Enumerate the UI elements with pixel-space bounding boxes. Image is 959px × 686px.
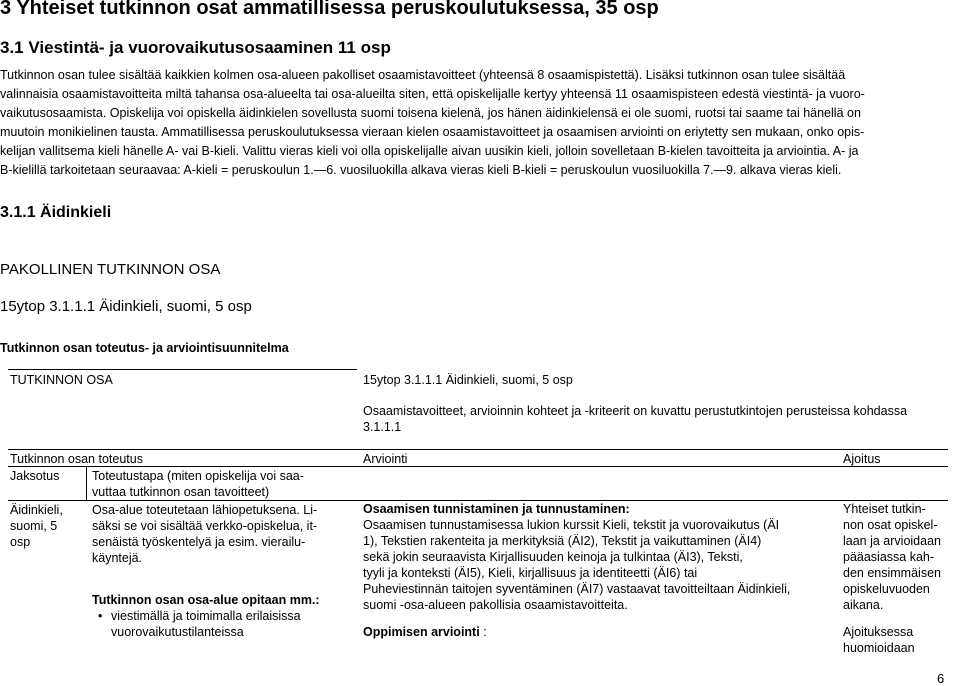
col-toteutus: Tutkinnon osan toteutus	[10, 452, 143, 466]
table-rule	[8, 369, 357, 370]
intro-line: muutoin monikielinen tausta. Ammatillisessa peruskoulutuksessa vieraan kielen osaamistavoitteet ja osaamisen arviointi on eriytetty sen mukaan, onko opis-	[0, 125, 865, 139]
intro-paragraph	[0, 66, 948, 180]
intro-line: B-kielillä tarkoitetaan seuraavaa: A-kieli = peruskoulun 1.—6. vuosiluokilla alkava vieras kieli B-kieli = peruskoulun vuosiluokilla 7.—9. alkava vieras kieli.	[0, 163, 842, 177]
oppimisen-label: Oppimisen arviointi	[363, 625, 480, 639]
mandatory-label: PAKOLLINEN TUTKINNON OSA	[0, 261, 221, 278]
ajoitus-line: aikana.	[843, 598, 884, 612]
goals-line: Osaamistavoitteet, arvioinnin kohteet ja -kriteerit on kuvattu perustutkintojen perusteissa kohdassa	[363, 404, 908, 418]
table-rule	[8, 466, 948, 467]
goals-line: 3.1.1.1	[363, 420, 402, 434]
table-rule	[8, 449, 948, 450]
table-rule	[86, 466, 87, 500]
arviointi-line: tyyli ja konteksti (ÄI5), Kieli, kirjallisuus ja identiteetti (ÄI6) tai	[363, 566, 698, 580]
arviointi-line: suomi -osa-alueen pakollisia osaamistavoitteita.	[363, 598, 628, 612]
page-number: 6	[937, 671, 945, 686]
intro-line: vaikutusosaamista. Opiskelija voi opiskella äidinkielen sovellusta suomi toisena kielenä, jos hänen äidinkielensä ei ole suomi, ruotsi tai saame tai hänellä on	[0, 106, 861, 120]
toteutustapa-line: senäistä työskentelyä ja esim. vierailu-	[92, 535, 306, 549]
ajoitus-line: non osat opiskel-	[843, 518, 938, 532]
ajoitus-line: huomioidaan	[843, 641, 915, 655]
unit-title-cell: 15ytop 3.1.1.1 Äidinkieli, suomi, 5 osp	[363, 373, 573, 387]
intro-line: valinnaisia osaamistavoitteita miltä tahansa osa-alueelta tai osa-alueilta siten, että opiskelijalle kertyy yhteensä 11 osaamispisteen edestä viestintä- ja vuoro-	[0, 87, 865, 101]
section-heading: 3.1 Viestintä- ja vuorovaikutusosaaminen 11 osp	[0, 38, 391, 57]
opitaan-heading: Tutkinnon osan osa-alue opitaan mm.:	[92, 593, 320, 607]
ajoitus-line: laan ja arvioidaan	[843, 534, 941, 548]
arviointi-line: 1), Tekstien rakenteita ja merkityksiä (ÄI2), Tekstit ja vaikuttaminen (ÄI4)	[363, 534, 762, 548]
col-arviointi: Arviointi	[363, 452, 408, 466]
jakso-line: suomi, 5	[10, 519, 58, 533]
oppimisen-suffix: :	[483, 625, 487, 639]
subsection-heading: 3.1.1 Äidinkieli	[0, 204, 112, 221]
opitaan-line: vuorovaikutustilanteissa	[111, 625, 244, 639]
sub-toteutustapa-line: vuttaa tutkinnon osan tavoitteet)	[92, 485, 270, 499]
arviointi-line: Puheviestinnän taitojen syventäminen (ÄI7) vastaavat tavoitteiltaan Äidinkieli,	[363, 582, 791, 596]
ajoitus-line: Yhteiset tutkin-	[843, 502, 926, 516]
chapter-heading: 3 Yhteiset tutkinnon osat ammatillisessa peruskoulutuksessa, 35 osp	[0, 0, 659, 19]
tutkinnon-osa-label: TUTKINNON OSA	[10, 373, 113, 387]
jakso-line: Äidinkieli,	[10, 503, 63, 517]
bullet-icon: •	[98, 609, 103, 623]
oppimisen-arviointi	[363, 624, 487, 640]
ajoitus-line: opiskeluvuoden	[843, 582, 930, 596]
ajoitus-line: Ajoituksessa	[843, 625, 914, 639]
toteutustapa-line: säksi se voi sisältää verkko-opiskelua, it-	[92, 519, 318, 533]
ajoitus-line: pääasiassa kah-	[843, 550, 935, 564]
ajoitus-line: den ensimmäisen	[843, 566, 941, 580]
col-ajoitus: Ajoitus	[843, 452, 881, 466]
intro-line: kelijan vallitsema kieli hänelle A- vai B-kieli. Valittu vieras kieli voi olla opiskelijalle aivan uusikin kieli, jolloin sovelletaan B-kielen tavoitteita ja arviointia. A- ja	[0, 144, 859, 158]
sub-toteutustapa-line: Toteutustapa (miten opiskelija voi saa-	[92, 469, 304, 483]
intro-line: Tutkinnon osan tulee sisältää kaikkien kolmen osa-alueen pakolliset osaamistavoitteet (yhteensä 8 osaamispistettä). Lisäksi tutkinnon osan tulee sisältää	[0, 68, 846, 82]
unit-title: 15ytop 3.1.1.1 Äidinkieli, suomi, 5 osp	[0, 298, 252, 315]
jakso-line: osp	[10, 535, 31, 549]
opitaan-line: viestimällä ja toimimalla erilaisissa	[111, 609, 301, 623]
plan-heading: Tutkinnon osan toteutus- ja arviointisuunnitelma	[0, 341, 289, 355]
arviointi-line: sekä jokin seuraavista Kirjallisuuden keinoja ja tulkintaa (ÄI3), Teksti,	[363, 550, 743, 564]
arviointi-heading: Osaamisen tunnistaminen ja tunnustaminen:	[363, 502, 630, 516]
sub-jaksotus: Jaksotus	[10, 469, 60, 483]
toteutustapa-line: Osa-alue toteutetaan lähiopetuksena. Li-	[92, 503, 318, 517]
toteutustapa-line: käyntejä.	[92, 551, 143, 565]
arviointi-line: Osaamisen tunnustamisessa lukion kurssit Kieli, tekstit ja vuorovaikutus (ÄI	[363, 518, 780, 532]
